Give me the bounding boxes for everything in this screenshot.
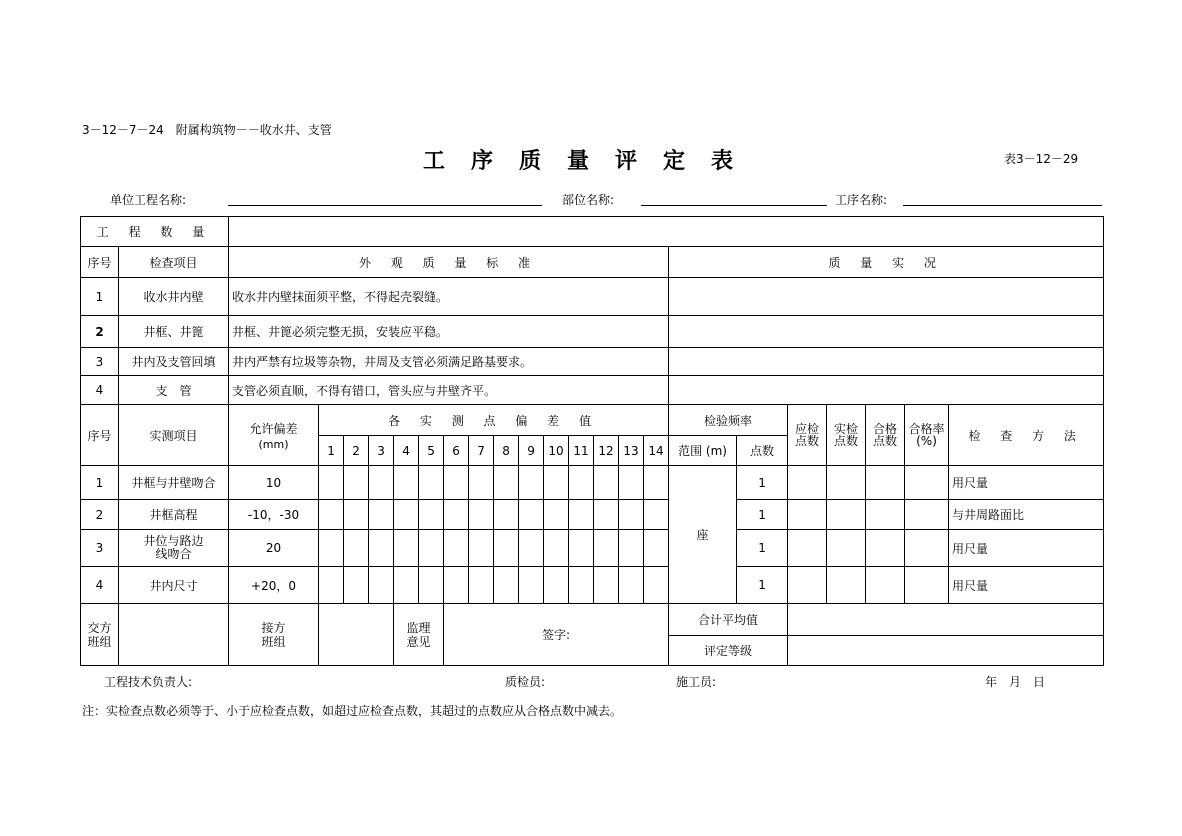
appearance-standard: 支管必须直顺，不得有错口，管头应与井壁齐平。 bbox=[229, 376, 669, 405]
deviation-cell[interactable] bbox=[569, 500, 594, 530]
deviation-cell[interactable] bbox=[519, 466, 544, 500]
appearance-standard: 井内严禁有垃圾等杂物，井周及支管必须满足路基要求。 bbox=[229, 348, 669, 376]
handover-team-field[interactable] bbox=[119, 604, 229, 666]
point-number: 6 bbox=[444, 436, 469, 466]
deviation-cell[interactable] bbox=[394, 466, 419, 500]
supervisor-opinion-label bbox=[394, 604, 444, 666]
deviation-cell[interactable] bbox=[594, 567, 619, 604]
row-no: 2 bbox=[81, 316, 119, 348]
deviation-cell[interactable] bbox=[369, 500, 394, 530]
deviation-cell[interactable] bbox=[494, 500, 519, 530]
should-check-cell[interactable] bbox=[788, 567, 827, 604]
unit-project-field[interactable] bbox=[228, 205, 542, 206]
row-no: 3 bbox=[81, 530, 119, 567]
should-check-cell[interactable] bbox=[788, 466, 827, 500]
process-name-label: 工序名称: bbox=[835, 193, 888, 207]
signature-label: 签字: bbox=[444, 604, 669, 666]
page-title: 工序质量评定表 bbox=[422, 149, 759, 174]
point-number: 11 bbox=[569, 436, 594, 466]
deviation-header: 各 实 测 点 偏 差 值 bbox=[319, 405, 669, 436]
deviation-cell[interactable] bbox=[344, 530, 369, 567]
pass-points-cell[interactable] bbox=[866, 530, 905, 567]
deviation-cell[interactable] bbox=[644, 530, 669, 567]
pass-rate-cell[interactable] bbox=[905, 567, 949, 604]
point-number: 5 bbox=[419, 436, 444, 466]
actual-check-label-2: 点数 bbox=[834, 434, 859, 448]
actual-check-cell[interactable] bbox=[827, 530, 866, 567]
deviation-cell[interactable] bbox=[469, 500, 494, 530]
check-item: 井内及支管回填 bbox=[119, 348, 229, 376]
deviation-cell[interactable] bbox=[544, 530, 569, 567]
part-name-field[interactable] bbox=[641, 205, 827, 206]
deviation-cell[interactable] bbox=[494, 466, 519, 500]
row-no: 4 bbox=[81, 567, 119, 604]
should-check-label-2: 点数 bbox=[795, 434, 820, 448]
receive-label-1: 接方 bbox=[261, 620, 286, 635]
deviation-cell[interactable] bbox=[619, 500, 644, 530]
point-number: 14 bbox=[644, 436, 669, 466]
points-value: 1 bbox=[737, 530, 788, 567]
pass-points-header bbox=[866, 405, 905, 466]
method-header: 检 查 方 法 bbox=[949, 405, 1104, 466]
check-item-header: 检查项目 bbox=[119, 247, 229, 278]
pass-points-cell[interactable] bbox=[866, 500, 905, 530]
deviation-cell[interactable] bbox=[394, 500, 419, 530]
quality-actual-cell[interactable] bbox=[669, 376, 1104, 405]
deviation-cell[interactable] bbox=[619, 530, 644, 567]
measure-item-line-2: 线吻合 bbox=[155, 547, 192, 561]
check-item: 井框、井篦 bbox=[119, 316, 229, 348]
deviation-cell[interactable] bbox=[369, 466, 394, 500]
deviation-cell[interactable] bbox=[594, 530, 619, 567]
deviation-cell[interactable] bbox=[569, 530, 594, 567]
pass-rate-cell[interactable] bbox=[905, 500, 949, 530]
measure-item-line-1: 井位与路边 bbox=[143, 534, 204, 548]
grade-value[interactable] bbox=[788, 636, 1104, 666]
range-value: 座 bbox=[669, 466, 737, 604]
pass-points-label-2: 点数 bbox=[873, 434, 898, 448]
tolerance-value: -10，-30 bbox=[229, 500, 319, 530]
measure-item-header: 实测项目 bbox=[119, 405, 229, 466]
deviation-cell[interactable] bbox=[469, 530, 494, 567]
check-method: 与井周路面比 bbox=[949, 500, 1104, 530]
deviation-cell[interactable] bbox=[369, 530, 394, 567]
deviation-cell[interactable] bbox=[469, 567, 494, 604]
deviation-cell[interactable] bbox=[344, 466, 369, 500]
supervisor-label-2: 意见 bbox=[406, 634, 431, 649]
appearance-standard: 井框、井篦必须完整无损，安装应平稳。 bbox=[229, 316, 669, 348]
deviation-cell[interactable] bbox=[319, 466, 344, 500]
point-number: 4 bbox=[394, 436, 419, 466]
actual-check-cell[interactable] bbox=[827, 500, 866, 530]
inspector-label: 质检员: bbox=[505, 675, 546, 689]
deviation-cell[interactable] bbox=[519, 500, 544, 530]
deviation-cell[interactable] bbox=[394, 530, 419, 567]
quantity-label: 工 程 数 量 bbox=[81, 217, 229, 247]
pass-rate-cell[interactable] bbox=[905, 466, 949, 500]
average-value[interactable] bbox=[788, 604, 1104, 636]
deviation-cell[interactable] bbox=[419, 466, 444, 500]
check-method: 用尺量 bbox=[949, 567, 1104, 604]
seq-header: 序号 bbox=[81, 405, 119, 466]
actual-check-cell[interactable] bbox=[827, 567, 866, 604]
handover-label-1: 交方 bbox=[87, 620, 112, 635]
point-number: 13 bbox=[619, 436, 644, 466]
check-item: 支 管 bbox=[119, 376, 229, 405]
part-name-label: 部位名称: bbox=[562, 193, 615, 207]
quality-actual-header: 质 量 实 况 bbox=[669, 247, 1104, 278]
deviation-cell[interactable] bbox=[419, 567, 444, 604]
check-item: 收水井内壁 bbox=[119, 278, 229, 316]
tolerance-value: 10 bbox=[229, 466, 319, 500]
deviation-cell[interactable] bbox=[544, 567, 569, 604]
deviation-cell[interactable] bbox=[444, 466, 469, 500]
deviation-cell[interactable] bbox=[544, 500, 569, 530]
deviation-cell[interactable] bbox=[594, 500, 619, 530]
handover-label-2: 班组 bbox=[87, 634, 112, 649]
quality-actual-cell[interactable] bbox=[669, 278, 1104, 316]
tolerance-value: +20，0 bbox=[229, 567, 319, 604]
points-header: 点数 bbox=[737, 436, 788, 466]
actual-check-label: 实检 bbox=[834, 422, 859, 436]
should-check-cell[interactable] bbox=[788, 500, 827, 530]
tolerance-label: 允许偏差 bbox=[249, 421, 298, 436]
point-number: 8 bbox=[494, 436, 519, 466]
measure-item: 井内尺寸 bbox=[119, 567, 229, 604]
measure-item: 井框高程 bbox=[119, 500, 229, 530]
tolerance-header bbox=[229, 405, 319, 466]
grade-label: 评定等级 bbox=[669, 636, 788, 666]
point-number: 1 bbox=[319, 436, 344, 466]
tolerance-value: 20 bbox=[229, 530, 319, 567]
row-no: 4 bbox=[81, 376, 119, 405]
deviation-cell[interactable] bbox=[544, 466, 569, 500]
deviation-cell[interactable] bbox=[644, 567, 669, 604]
receive-team-label bbox=[229, 604, 319, 666]
point-number: 2 bbox=[344, 436, 369, 466]
quality-actual-cell[interactable] bbox=[669, 348, 1104, 376]
point-number: 12 bbox=[594, 436, 619, 466]
points-value: 1 bbox=[737, 500, 788, 530]
deviation-cell[interactable] bbox=[594, 466, 619, 500]
deviation-cell[interactable] bbox=[394, 567, 419, 604]
supervisor-label-1: 监理 bbox=[406, 620, 431, 635]
worker-label: 施工员: bbox=[676, 675, 717, 689]
deviation-cell[interactable] bbox=[569, 567, 594, 604]
deviation-cell[interactable] bbox=[319, 567, 344, 604]
pass-rate-label: 合格率 bbox=[908, 422, 945, 436]
deviation-cell[interactable] bbox=[469, 466, 494, 500]
frequency-header: 检验频率 bbox=[669, 405, 788, 436]
check-method: 用尺量 bbox=[949, 466, 1104, 500]
pass-points-label: 合格 bbox=[873, 422, 898, 436]
deviation-cell[interactable] bbox=[319, 530, 344, 567]
seq-header: 序号 bbox=[81, 247, 119, 278]
deviation-cell[interactable] bbox=[494, 530, 519, 567]
check-method: 用尺量 bbox=[949, 530, 1104, 567]
row-no: 2 bbox=[81, 500, 119, 530]
pass-rate-unit: (%) bbox=[916, 434, 937, 448]
deviation-cell[interactable] bbox=[619, 466, 644, 500]
points-value: 1 bbox=[737, 466, 788, 500]
process-name-field[interactable] bbox=[903, 205, 1102, 206]
appearance-standard-header: 外 观 质 量 标 准 bbox=[229, 247, 669, 278]
quality-actual-cell[interactable] bbox=[669, 316, 1104, 348]
date-label: 年 月 日 bbox=[985, 675, 1046, 689]
should-check-label: 应检 bbox=[795, 422, 820, 436]
range-header: 范围 (m) bbox=[669, 436, 737, 466]
handover-team-label bbox=[81, 604, 119, 666]
pass-rate-cell[interactable] bbox=[905, 530, 949, 567]
deviation-cell[interactable] bbox=[369, 567, 394, 604]
deviation-cell[interactable] bbox=[419, 530, 444, 567]
row-no: 3 bbox=[81, 348, 119, 376]
measure-item: 井框与井壁吻合 bbox=[119, 466, 229, 500]
unit-project-label: 单位工程名称: bbox=[110, 193, 187, 207]
deviation-cell[interactable] bbox=[344, 567, 369, 604]
footnote: 注：实检查点数必须等于、小于应检查点数，如超过应检查点数，其超过的点数应从合格点数中减去。 bbox=[82, 704, 623, 718]
deviation-cell[interactable] bbox=[419, 500, 444, 530]
point-number: 7 bbox=[469, 436, 494, 466]
deviation-cell[interactable] bbox=[444, 530, 469, 567]
form-number: 表3－12－29 bbox=[1004, 152, 1079, 166]
quantity-value[interactable] bbox=[229, 217, 1104, 247]
quality-table bbox=[80, 216, 1104, 666]
average-label: 合计平均值 bbox=[669, 604, 788, 636]
form-code: 3－12－7－24 附属构筑物－－收水井、支管 bbox=[82, 123, 332, 137]
tolerance-unit: (mm) bbox=[258, 437, 289, 451]
pass-points-cell[interactable] bbox=[866, 466, 905, 500]
deviation-cell[interactable] bbox=[444, 567, 469, 604]
should-check-header bbox=[788, 405, 827, 466]
point-number: 10 bbox=[544, 436, 569, 466]
actual-check-header bbox=[827, 405, 866, 466]
deviation-cell[interactable] bbox=[519, 567, 544, 604]
deviation-cell[interactable] bbox=[644, 466, 669, 500]
pass-rate-header bbox=[905, 405, 949, 466]
point-number: 9 bbox=[519, 436, 544, 466]
row-no: 1 bbox=[81, 466, 119, 500]
receive-team-field[interactable] bbox=[319, 604, 394, 666]
deviation-cell[interactable] bbox=[644, 500, 669, 530]
pass-points-cell[interactable] bbox=[866, 567, 905, 604]
deviation-cell[interactable] bbox=[344, 500, 369, 530]
row-no: 1 bbox=[81, 278, 119, 316]
deviation-cell[interactable] bbox=[619, 567, 644, 604]
points-value: 1 bbox=[737, 567, 788, 604]
should-check-cell[interactable] bbox=[788, 530, 827, 567]
deviation-cell[interactable] bbox=[494, 567, 519, 604]
receive-label-2: 班组 bbox=[261, 634, 286, 649]
tech-lead-label: 工程技术负责人: bbox=[104, 675, 193, 689]
deviation-cell[interactable] bbox=[444, 500, 469, 530]
deviation-cell[interactable] bbox=[319, 500, 344, 530]
deviation-cell[interactable] bbox=[569, 466, 594, 500]
actual-check-cell[interactable] bbox=[827, 466, 866, 500]
point-number: 3 bbox=[369, 436, 394, 466]
measure-item bbox=[119, 530, 229, 567]
appearance-standard: 收水井内壁抹面须平整，不得起壳裂缝。 bbox=[229, 278, 669, 316]
deviation-cell[interactable] bbox=[519, 530, 544, 567]
